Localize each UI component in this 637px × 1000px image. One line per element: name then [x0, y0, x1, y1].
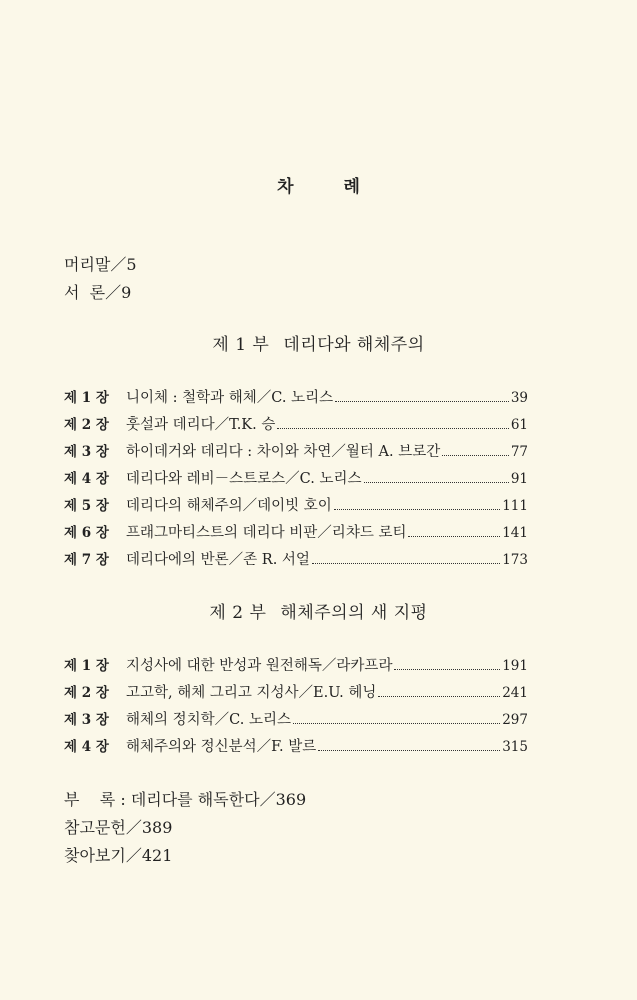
chapter-page: 241 [502, 685, 528, 701]
part-2-heading [0, 598, 637, 623]
chapter-number: 제 2 장 [64, 685, 109, 701]
chapter-page: 77 [510, 444, 528, 460]
back-item-bibliography: 참고문헌／389 [64, 818, 173, 837]
toc-entry [64, 521, 528, 543]
toc-entry [64, 386, 528, 408]
dot-leader [277, 418, 508, 429]
back-item-appendix: 부 록 : 데리다를 해독한다／369 [64, 790, 307, 809]
front-item-page: 9 [121, 283, 132, 302]
chapter-title: 데리다와 레비－스트로스／C. 노리스 [126, 471, 362, 487]
chapter-page: 111 [502, 498, 528, 514]
back-item-page: 369 [275, 790, 307, 809]
toc-entry [64, 735, 528, 757]
chapter-number: 제 3 장 [64, 712, 109, 728]
dot-leader [364, 472, 509, 483]
chapter-number: 제 4 장 [64, 739, 109, 755]
front-item-preface: 머리말／5 [64, 255, 137, 274]
chapter-number: 제 5 장 [64, 498, 109, 514]
dot-leader [334, 499, 500, 510]
chapter-title: 데리다에의 반론／존 R. 서얼 [126, 552, 310, 568]
chapter-number: 제 2 장 [64, 417, 109, 433]
dot-leader [378, 686, 500, 697]
dot-leader [318, 740, 500, 751]
toc-entry [64, 440, 528, 462]
dot-leader [312, 553, 500, 564]
back-item-label: 찾아보기 [64, 846, 126, 865]
chapter-number: 제 4 장 [64, 471, 109, 487]
chapter-title: 하이데거와 데리다 : 차이와 차연／월터 A. 브로간 [126, 444, 441, 460]
chapter-page: 141 [502, 525, 528, 541]
toc-entry [64, 413, 528, 435]
chapter-title: 지성사에 대한 반성과 원전해독／라카프라 [126, 658, 393, 674]
chapter-number: 제 1 장 [64, 390, 109, 406]
front-item-page: 5 [126, 255, 137, 274]
part-label: 제 2 부 [209, 603, 267, 623]
toc-entry [64, 654, 528, 676]
front-item-label: 서 론 [64, 283, 106, 302]
chapter-page: 39 [510, 390, 528, 406]
chapter-page: 61 [510, 417, 528, 433]
dot-leader [442, 445, 509, 456]
chapter-page: 191 [502, 658, 528, 674]
back-item-index: 찾아보기／421 [64, 846, 173, 865]
dot-leader [293, 713, 500, 724]
chapter-page: 297 [502, 712, 528, 728]
toc-entry [64, 494, 528, 516]
front-item-introduction: 서 론／9 [64, 283, 132, 302]
chapter-title: 프래그마티스트의 데리다 비판／리챠드 로티 [126, 525, 407, 541]
chapter-title: 니이체 : 철학과 해체／C. 노리스 [126, 390, 334, 406]
chapter-title: 데리다의 해체주의／데이빗 호이 [126, 498, 332, 514]
front-item-label: 머리말 [64, 255, 111, 274]
toc-entry [64, 708, 528, 730]
chapter-title: 훗설과 데리다／T.K. 승 [126, 417, 276, 433]
chapter-title: 해체의 정치학／C. 노리스 [126, 712, 291, 728]
chapter-page: 315 [502, 739, 528, 755]
toc-entry [64, 681, 528, 703]
part-title: 해체주의의 새 지평 [280, 603, 428, 623]
back-item-page: 389 [141, 818, 173, 837]
chapter-page: 91 [510, 471, 528, 487]
dot-leader [335, 391, 509, 402]
chapter-number: 제 1 장 [64, 658, 109, 674]
chapter-title: 고고학, 해체 그리고 지성사／E.U. 헤닝 [126, 685, 377, 701]
part-title: 데리다와 해체주의 [283, 335, 425, 355]
part-label: 제 1 부 [212, 335, 270, 355]
page-title: 차 례 [277, 177, 382, 197]
chapter-title: 해체주의와 정신분석／F. 발르 [126, 739, 317, 755]
chapter-page: 173 [502, 552, 528, 568]
toc-entry [64, 548, 528, 570]
chapter-number: 제 3 장 [64, 444, 109, 460]
chapter-number: 제 6 장 [64, 525, 109, 541]
part-1-heading [0, 330, 637, 355]
dot-leader [394, 659, 500, 670]
toc-entry [64, 467, 528, 489]
dot-leader [408, 526, 500, 537]
back-item-label: 참고문헌 [64, 818, 126, 837]
back-item-label: 부 록 : 데리다를 해독한다 [64, 790, 260, 809]
back-item-page: 421 [141, 846, 173, 865]
chapter-number: 제 7 장 [64, 552, 109, 568]
